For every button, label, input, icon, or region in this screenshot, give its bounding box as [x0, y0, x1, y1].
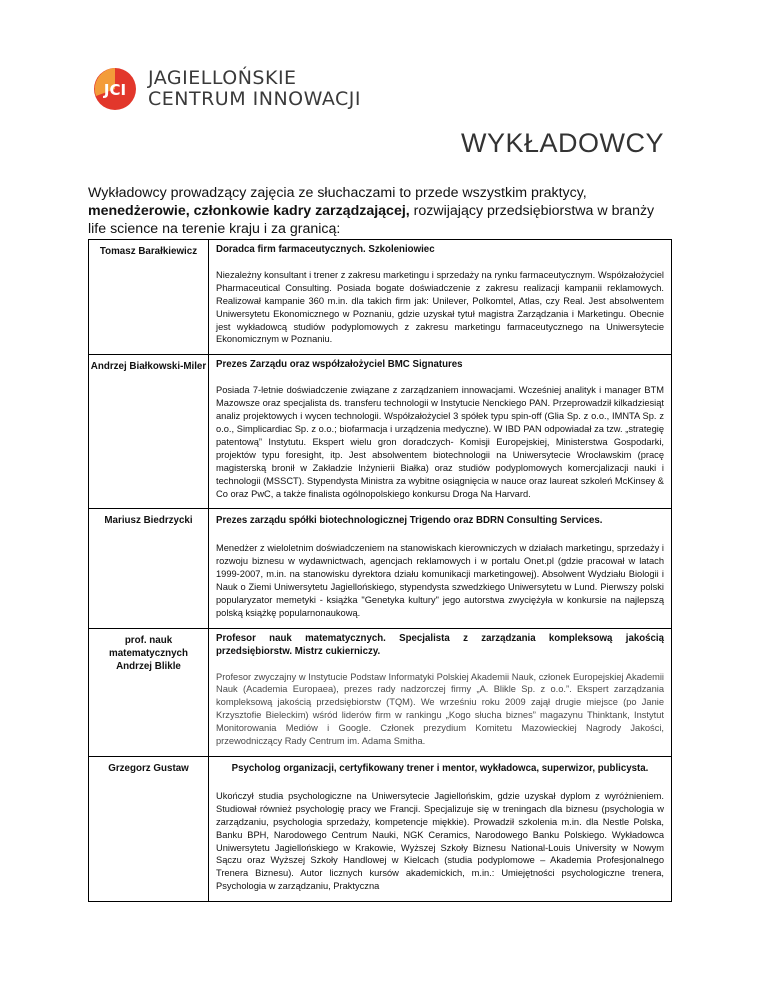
intro-part-1: Wykładowcy prowadzący zajęcia ze słuchaczami to przede wszystkim praktycy,	[88, 185, 587, 201]
lecturer-title: Psycholog organizacji, certyfikowany trener i mentor, wykładowca, superwizor, publicysta.	[231, 763, 649, 774]
logo-abbr: JCI	[103, 81, 127, 99]
lecturer-name-cell	[89, 509, 209, 628]
lecturer-name-line: Andrzej Blikle	[116, 660, 181, 672]
logo-line-2: CENTRUM INNOWACJI	[148, 88, 362, 110]
lecturer-description: Profesor zwyczajny w Instytucie Podstaw Informatyki Polskiej Akademii Nauk, członek Europejskiej Akademii Nauk (Academia Europaea), prezes rady nadzorczej firmy „A. Blikle Sp. z o.o.”. Ekspert zarządzania kompleksową jakością przedsiębiorstw (TQM). We wrześniu roku 2009 zajął drugie miejsce (po Janie Krzysztofie Bieleckim) wśród liderów firm w rankingu „Kogo słucha biznes” magazynu Thinktank, Instytut Monitorowania Mediów i Google. Członek prezydium Komitetu Mazowieckiej Nagrody Jakości, przewodniczący Rady Centrum im. Adama Smitha.	[216, 671, 664, 747]
intro-paragraph	[88, 184, 673, 238]
lecturer-name-cell	[89, 757, 209, 902]
lecturer-name	[89, 629, 208, 673]
lecturer-info-cell	[209, 355, 672, 509]
lecturer-name-cell	[89, 355, 209, 509]
lecturer-title: Profesor nauk matematycznych. Specjalista z zarządzania kompleksową jakością przedsiębiorstw. Mistrz cukierniczy.	[216, 632, 664, 657]
lecturer-info-cell	[209, 240, 672, 355]
table-row	[89, 240, 672, 355]
lecturers-table	[88, 239, 672, 902]
lecturer-description: Posiada 7-letnie doświadczenie związane z zarządzaniem innowacjami. Wcześniej analityk i manager BTM Mazowsze oraz specjalista ds. transferu technologii w Instytucie Nenckiego PAN. Przeprowadził kilkadziesiąt analiz projektowych i wycen technologii. Współzałożyciel 3 spółek typu spin-off (Glia Sp. z o.o., IMNTA Sp. z o.o., Simplicardiac Sp. z o.o.; biofarmacja i urządzenia medyczne). W IBD PAN odpowiadał za tzw. „strategię patentową” Instytutu. Ekspert wielu gron doradczych- Komisji Europejskiej, Ministerstwa Gospodarki, projektów typu foresight, itp. Jest absolwentem biotechnologii na Uniwersytecie Wrocławskim (pracę magisterską bronił w Zakładzie Inżynierii Białka) oraz studiów podyplomowych komercjalizacji nauki i technologii (MSSCT). Stypendysta Ministra za wybitne osiągnięcia w nauce oraz laureat szkoleń McKinsey & Co oraz PwC, a także finalista ogólnopolskiego konkursu Droga Na Harvard.	[216, 385, 664, 499]
lecturer-title: Doradca firm farmaceutycznych. Szkoleniowiec	[216, 244, 435, 255]
lecturer-name-line: prof. nauk	[124, 634, 173, 646]
lecturer-name-line: matematycznych	[109, 647, 188, 659]
logo-mark	[92, 66, 138, 112]
jci-logo	[92, 66, 361, 112]
lecturer-name: Andrzej Białkowski-Miler	[90, 361, 207, 373]
lecturer-name: Grzegorz Gustaw	[108, 763, 189, 774]
intro-part-2: rozwijający przedsiębiorstwa w branży life science na terenie kraju i za granicą:	[88, 203, 655, 237]
page-title: WYKŁADOWCY	[460, 128, 664, 158]
lecturer-info-cell	[209, 628, 672, 756]
table-row	[89, 509, 672, 628]
lecturer-info-cell	[209, 509, 672, 628]
logo-line-1: JAGIELLOŃSKIE	[148, 67, 297, 89]
intro-bold: menedżerowie, członkowie kadry zarządzającej,	[88, 203, 410, 219]
lecturer-description: Niezależny konsultant i trener z zakresu marketingu i sprzedaży na rynku farmaceutycznym. Współzałożyciel Pharmaceutical Consulting. Posiada bogate doświadczenie z zakresu realizacji kampanii reklamowych. Realizował kampanie 360 m.in. dla takich firm jak: Unilever, Polkomtel, Atlas, czy Real. Jest absolwentem Uniwersytetu Ekonomicznego w Poznaniu, gdzie uzyskał tytuł magistra Zarządzania i Marketingu. Obecnie jest wykładowcą studiów podyplomowych z zakresu marketingu farmaceutycznego na Uniwersytecie Ekonomicznym w Poznaniu.	[216, 269, 664, 345]
table-row	[89, 628, 672, 756]
lecturer-description: Menedżer z wieloletnim doświadczeniem na stanowiskach kierowniczych w działach marketingu, sprzedaży i rozwoju biznesu w wydawnictwach, agencjach reklamowych i w portalu Onet.pl (gdzie pracował w latach 1999-2007, m.in. na stanowisku dyrektora działu komunikacji marketingowej). Absolwent Wydziału Biologii i Nauk o Ziemi Uniwersytetu Jagiellońskiego, stypendysta szwedzkiego Uniwersytetu w Lund. Pierwszy polski popularyzator memetyki - książka "Genetyka kultury" jego autorstwa zwyciężyła w konkursie na najlepszą polską książkę popularnonaukową.	[216, 543, 664, 618]
lecturer-title: Prezes Zarządu oraz współzałożyciel BMC Signatures	[216, 359, 463, 371]
lecturer-name: Tomasz Barałkiewicz	[99, 246, 198, 257]
table-row	[89, 757, 672, 902]
lecturer-info-cell	[209, 757, 672, 902]
table-row	[89, 355, 672, 509]
lecturer-description: Ukończył studia psychologiczne na Uniwersytecie Jagiellońskim, gdzie uzyskał dyplom z wyróżnieniem. Studiował również psychologię pracy we Francji. Specjalizuje się w treningach dla biznesu (psychologia w zarządzaniu, psychologia sprzedaży, kompetencje miękkie). Prowadził szkolenia m.in. dla Nestle Polska, Banku BPH, Narodowego Centrum Nauki, NGK Ceramics, Narodowego Banku Polskiego. Wykładowca Uniwersytetu Jagiellońskiego w Krakowie, Wyższej Szkoły Biznesu National-Louis University w Nowym Sączu oraz Wyższej Szkoły Handlowej w Kielcach (studia podyplomowe – Akademia Profesjonalnego Trenera Biznesu). Autor licznych kursów akademickich, m.in.: Umiejętności psychologiczne trenera, Psychologia w zarządzaniu, Praktyczna	[216, 790, 664, 892]
lecturer-name-cell	[89, 628, 209, 756]
lecturer-title: Prezes zarządu spółki biotechnologicznej Trigendo oraz BDRN Consulting Services.	[216, 515, 603, 527]
lecturer-name-cell	[89, 240, 209, 355]
logo-text	[148, 68, 361, 110]
lecturer-name: Mariusz Biedrzycki	[104, 515, 193, 527]
